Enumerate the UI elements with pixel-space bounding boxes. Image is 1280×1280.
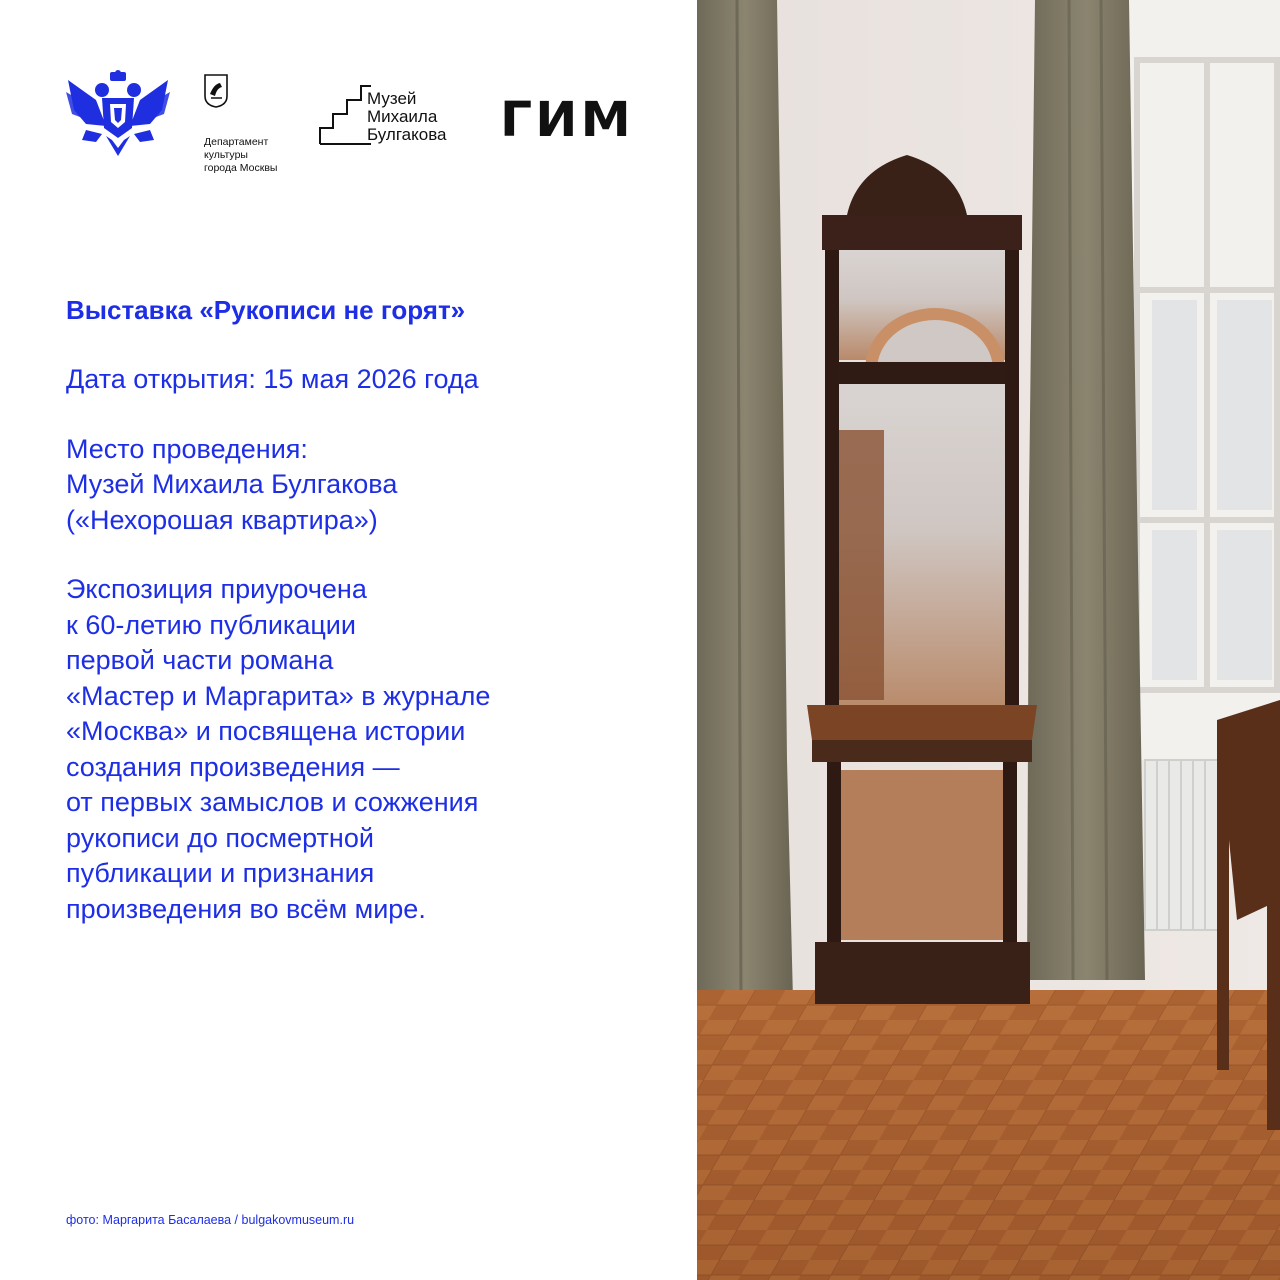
gim-logo-text: ГИМ — [500, 92, 634, 148]
ministry-eagle-logo — [66, 70, 170, 160]
exhibition-info — [66, 292, 666, 927]
photo-credit: фото: Маргарита Басалаева / bulgakovmuseum.ru — [66, 1213, 355, 1227]
moscow-dept-caption: Департамент культуры города Москвы — [204, 136, 278, 174]
description-line: рукописи до посмертной — [66, 822, 374, 853]
description-line: «Мастер и Маргарита» в журнале — [66, 680, 491, 711]
venue-line: («Нехорошая квартира») — [66, 504, 378, 535]
bulgakov-museum-logo — [319, 82, 459, 148]
room-photo — [697, 0, 1280, 1280]
venue — [66, 432, 666, 539]
description-line: от первых замыслов и сожжения — [66, 787, 479, 817]
exhibition-title: Выставка «Рукописи не горят» — [66, 295, 466, 325]
opening-date: Дата открытия: 15 мая 2026 года — [66, 364, 479, 394]
description-line: произведения во всём мире. — [66, 893, 426, 924]
description-line: создания произведения — — [66, 751, 400, 782]
russian-eagle-emblem — [66, 70, 170, 160]
gim-logo — [500, 92, 634, 148]
exhibition-description — [66, 572, 666, 927]
moscow-culture-dept-logo — [204, 74, 304, 178]
description-line: к 60-летию публикации — [66, 609, 356, 640]
description-line: Экспозиция приурочена — [66, 574, 367, 604]
description-line: первой части романа — [66, 645, 334, 675]
venue-line: Музей Михаила Булгакова — [66, 469, 398, 499]
mirror-room-illustration — [697, 0, 1280, 1280]
venue-line: Место проведения: — [66, 433, 308, 464]
bulgakov-museum-caption: Музей Михаила Булгакова — [367, 89, 447, 144]
moscow-crest-icon — [204, 74, 228, 108]
partner-logos — [66, 70, 646, 180]
description-line: «Москва» и посвящена истории — [66, 716, 466, 746]
description-line: публикации и признания — [66, 858, 375, 888]
